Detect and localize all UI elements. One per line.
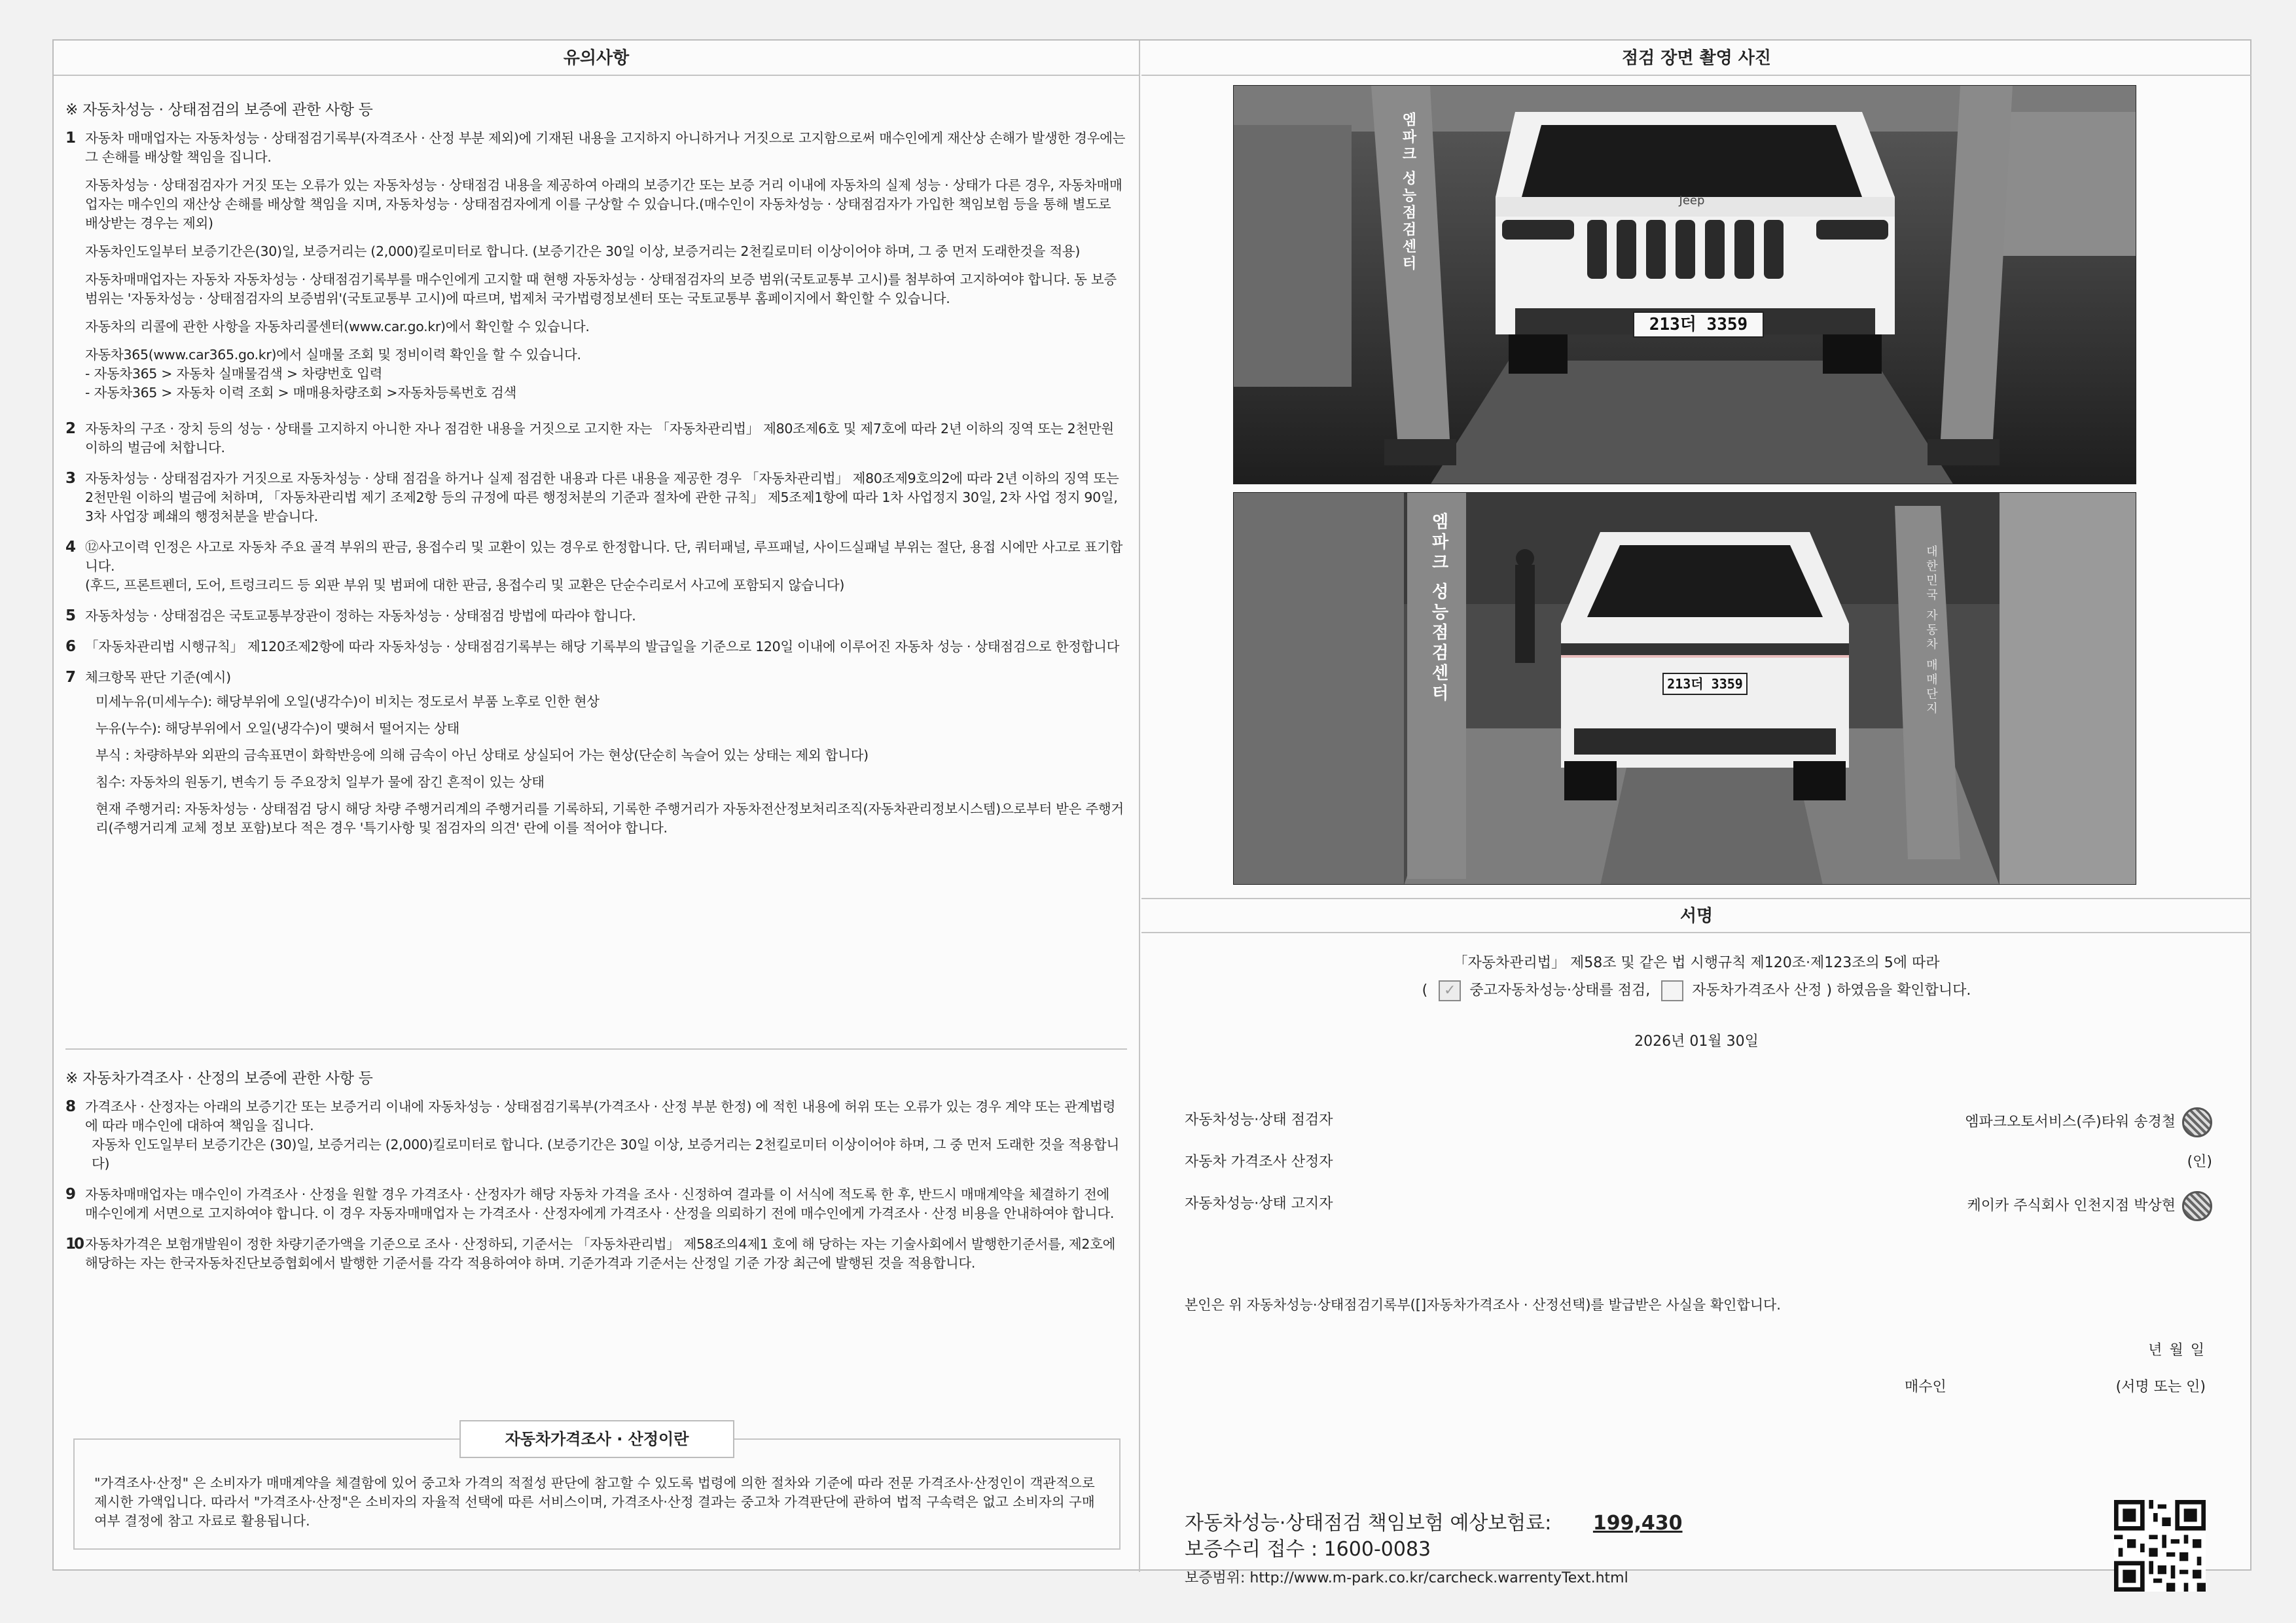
notes-column [54, 41, 1140, 1572]
item-6 [65, 637, 1126, 656]
pillar-sign-rear-left: 엠파크 성능점검센터 [1429, 512, 1448, 705]
item-text: 자동차매매업자는 자동차 자동차성능 · 상태점검기록부를 매수인에게 고지할 때 현행 자동차성능 · 상태점검자의 보증 범위(국토교통부 고시)를 첨부하여 고지하여야 합니다. 동 보증범위는 '자동차성능 · 상태점검자의 보증범위'(국토교통부 고시)에 따르며, 법제처 국가법령정보센터 또는 국토교통부 홈페이지에서 확인할 수 있습니다. [85, 272, 1117, 306]
item-number: 9 [65, 1186, 76, 1203]
notes-header: 유의사항 [54, 41, 1139, 76]
item-text: 자동차매매업자는 매수인이 가격조사 · 산정을 원할 경우 가격조사 · 산정자가 해당 자동차 가격을 조사 · 신정하여 결과를 이 서식에 적도록 한 후, 반드시 매매계약을 체결하기 전에 매수인에게 서면으로 고지하여야 합니다. 이 경우 자동자매매업자 는 가격조사 · 산정자에게 가격조사 · 산정을 의뢰하기 전에 매수인에게 가격조사 · 산정 비용을 안내하여야 합니다. [85, 1186, 1115, 1221]
signature-header: 서명 [1141, 899, 2251, 933]
signature-section [1141, 898, 2251, 1572]
inspection-checkbox[interactable]: ✓ [1439, 980, 1461, 1001]
inspection-photo-front [1233, 85, 2136, 484]
section1 [65, 86, 1126, 849]
item-text: 자동차가격은 보험개발원이 정한 차량기준가액을 기준으로 조사 · 산정하되, 기준서는 「자동차관리법」 제58조의4제1 호에 해 당하는 자는 기술사회에서 발행한기준서를, 제2호에 해당하는 자는 한국자동차진단보증협회에서 발행한 기준서를 각각 적용하여야 하며. 기준가격과 기준서는 산정일 기준 가장 최근에 발행된 것을 적용합니다. [85, 1236, 1116, 1271]
section1-title: ※ 자동차성능 · 상태점검의 보증에 관한 사항 등 [65, 101, 373, 118]
item-5 [65, 607, 1126, 626]
item-text: 현재 주행거리: 자동차성능 · 상태점검 당시 해당 차량 주행거리계의 주행거리를 기록하되, 기록한 주행거리가 자동차전산정보처리조직(자동차관리정보시스템)으로부터 받은 주행거리(주행거리계 교체 정보 포함)보다 적은 경우 '특기사항 및 점검자의 의견' 란에 이를 적어야 합니다. [96, 801, 1124, 836]
section-divider [65, 1048, 1127, 1050]
item-text: 자동차성능 · 상태점검자가 거짓으로 자동차성능 · 상태 점검을 하거나 실제 점검한 내용과 다른 내용을 제공한 경우 「자동차관리법」 제80조제9호의2에 따라 2년 이하의 징역 또는 2천만원 이하의 벌금에 처하며, 「자동차관리법 제기 조제2항 등의 규정에 따른 행정처분의 기준과 절차에 관한 규칙」 제5조제1항에 따라 1차 사업정지 30일, 2차 사업 정지 90일, 3차 사업장 폐쇄의 행정처분을 받습니다. [85, 471, 1119, 524]
item-text: 자동차 인도일부터 보증기간은 (30)일, 보증거리는 (2,000)킬로미터로 합니다. (보증기간은 30일 이상, 보증거리는 2천킬로미터 이상이어야 하며, 그 중 먼저 도래한 것을 적용합니다) [92, 1137, 1120, 1171]
appraiser-label: 자동차 가격조사 산정자 [1185, 1154, 1333, 1170]
item-text: 자동차의 리콜에 관한 사항을 자동차리콜센터(www.car.go.kr)에서 확인할 수 있습니다. [85, 319, 590, 334]
insurance-label: 자동차성능·상태점검 책임보험 예상보험료: [1185, 1512, 1552, 1535]
law-line: 「자동차관리법」 제58조 및 같은 법 시행규칙 제120조·제123조의 5에 따라 [1453, 955, 1940, 971]
item-9 [65, 1185, 1126, 1223]
photo-header: 점검 장면 촬영 사진 [1141, 41, 2251, 76]
item-text: 미세누유(미세누수): 해당부위에 오일(냉각수)이 비치는 정도로서 부품 노후로 인한 현상 [96, 694, 600, 709]
item-10 [65, 1235, 1126, 1273]
insurance-amount: 199,430 [1592, 1512, 1683, 1535]
warranty-scope-link[interactable]: 보증범위: http://www.m-park.co.kr/carcheck.warrentyText.html [1185, 1570, 1628, 1586]
price-appraisal-text: "가격조사·산정" 은 소비자가 매매계약을 체결함에 있어 중고차 가격의 적절성 판단에 참고할 수 있도록 법령에 의한 절차와 기준에 따라 전문 가격조사·산정인이 객관적으로 제시한 가액입니다. 따라서 "가격조사·산정"은 소비자의 자율적 선택에 따른 서비스이며, 가격조사·산정 결과는 중고차 가격판단에 관하여 법적 구속력은 없고 소비자의 구매 여부 결정에 참고 자료로 활용됩니다. [94, 1475, 1095, 1529]
inspector-label: 자동차성능·상태 점검자 [1185, 1112, 1333, 1128]
item-1 [65, 129, 1126, 402]
appraiser-row [1185, 1149, 2212, 1175]
section2-title: ※ 자동차가격조사 · 산정의 보증에 관한 사항 등 [65, 1070, 373, 1087]
item-text: 「자동차관리법 시행규칙」 제120조제2항에 따라 자동차성능 · 상태점검기록부는 해당 기록부의 발급일을 기준으로 120일 이내에 이루어진 자동차 성능 · 상태점검으로 한정합니다 [85, 639, 1120, 654]
item-4 [65, 538, 1126, 595]
item-text: - 자동차365 > 자동차 이력 조회 > 매매용차량조회 >자동차등록번호 검색 [85, 385, 516, 401]
item-number: 3 [65, 470, 76, 487]
item-8 [65, 1097, 1126, 1173]
item-text: ⑫사고이력 인정은 사고로 자동차 주요 골격 부위의 판금, 용접수리 및 교환이 있는 경우로 한정합니다. 단, 쿼터패널, 루프패널, 사이드실패널 부위는 절단, 용접 시에만 사고로 표기합니다. [85, 539, 1123, 574]
ymd-row [1185, 1338, 2212, 1364]
appraiser-seal: (인) [2187, 1154, 2212, 1170]
item-text: (후드, 프론트펜더, 도어, 트렁크리드 등 외판 부위 및 범퍼에 대한 판금, 용접수리 및 교환은 단순수리로서 사고에 포함되지 않습니다) [85, 577, 845, 593]
pillar-sign-front: 엠파크 성능점검센터 [1400, 112, 1416, 273]
sign-date: 2026년 01월 30일 [1634, 1033, 1759, 1050]
insurance-block [1185, 1510, 1683, 1590]
buyer-row [1185, 1374, 2212, 1400]
pillar-sign-rear-right: 대한민국 자동차 매매단지 [1924, 545, 1938, 717]
item-2 [65, 419, 1126, 457]
item-number: 1 [65, 130, 76, 147]
inspector-seal-icon [2182, 1107, 2212, 1137]
item-text: 자동차의 구조 · 장치 등의 성능 · 상태를 고지하지 아니한 자나 점검한 내용을 거짓으로 고지한 자는 「자동차관리법」 제80조제6호 및 제7호에 따라 2년 이하의 징역 또는 2천만원 이하의 벌금에 처합니다. [85, 421, 1114, 455]
item-7 [65, 668, 1126, 838]
item-number: 4 [65, 539, 76, 556]
item-number: 7 [65, 669, 76, 686]
insurance-premium-line [1185, 1510, 1683, 1537]
item-text: - 자동차365 > 자동차 실매물검색 > 차량번호 입력 [85, 366, 383, 382]
price-appraisal-title: 자동차가격조사 · 산정이란 [459, 1420, 734, 1458]
buyer-sign[interactable]: (서명 또는 인) [2115, 1379, 2206, 1395]
notifier-row [1185, 1191, 2212, 1217]
qr-code-icon [2114, 1500, 2206, 1592]
photo-signature-column [1141, 41, 2251, 1586]
license-plate-front: 213더 3359 [1633, 312, 1764, 338]
item-text: 침수: 자동차의 원동기, 변속기 등 주요장치 일부가 물에 잠긴 흔적이 있는 상태 [96, 774, 545, 790]
buyer-confirm-row [1185, 1292, 2212, 1318]
item-text: 체크항목 판단 기준(예시) [85, 669, 231, 685]
item-text: 자동차성능 · 상태점검은 국토교통부장관이 정하는 자동차성능 · 상태점검 방법에 따라야 합니다. [85, 608, 636, 624]
item-text: 자동차365(www.car365.go.kr)에서 실매물 조회 및 정비이력 확인을 할 수 있습니다. [85, 347, 581, 363]
inspector-row [1185, 1107, 2212, 1133]
confirmation-line [1141, 978, 2251, 1004]
notifier-signature [1967, 1191, 2212, 1221]
inspection-option-label: 중고자동차성능·상태를 점검, [1469, 982, 1651, 999]
warranty-repair-phone: 보증수리 접수 : 1600-0083 [1185, 1538, 1431, 1561]
notifier-seal-icon [2182, 1191, 2212, 1221]
item-text: 자동차성능 · 상태점검자가 거짓 또는 오류가 있는 자동차성능 · 상태점검 내용을 제공하여 아래의 보증기간 또는 보증 거리 이내에 자동차의 실제 성능 · 상태가 다른 경우, 자동차매매업자는 매수인의 재산상 손해를 배상할 책임을 지며, 자동차성능 · 상태점검자에게 이를 구상할 수 있습니다.(매수인이 자동차성능 · 상태점검자가 가입한 책임보험 등을 통해 별도로 배상받는 경우는 제외) [85, 177, 1122, 231]
item-number: 8 [65, 1098, 76, 1115]
notifier-name: 케이카 주식회사 인천지점 박상현 [1967, 1198, 2176, 1214]
notifier-label: 자동차성능·상태 고지자 [1185, 1196, 1333, 1212]
buyer-label: 매수인 [1905, 1379, 1946, 1395]
item-number: 10 [65, 1236, 83, 1253]
inspector-signature [1965, 1107, 2212, 1137]
item-number: 6 [65, 638, 76, 655]
item-text: 가격조사 · 산정자는 아래의 보증기간 또는 보증거리 이내에 자동차성능 · 상태점검기록부(가격조사 · 산정 부분 한정) 에 적힌 내용에 허위 또는 오류가 있는 경우 계약 또는 관계법령에 따라 매수인에 대하여 책임을 집니다. [85, 1099, 1116, 1133]
appraisal-option-label: 자동차가격조사 산정 [1692, 982, 1822, 999]
section2 [65, 1055, 1126, 1285]
item-text: 부식 : 차량하부와 외판의 금속표면이 화학반응에 의해 금속이 아닌 상태로 상실되어 가는 현상(단순히 녹슬어 있는 상태는 제외 합니다) [96, 747, 869, 763]
item-text: 자동차 매매업자는 자동차성능 · 상태점검기록부(자격조사 · 산정 부분 제외)에 기재된 내용을 고지하지 아니하거나 거짓으로 고지함으로써 매수인에게 재산상 손해가 발생한 경우에는 그 손해를 배상할 책임을 집니다. [85, 130, 1126, 165]
license-plate-rear: 213더 3359 [1662, 673, 1748, 695]
car-brand-front: Jeep [1679, 194, 1705, 207]
ymd-blank: 년 월 일 [2148, 1342, 2206, 1359]
appraisal-checkbox[interactable] [1661, 980, 1683, 1001]
inspection-photo-rear [1233, 492, 2136, 885]
item-3 [65, 469, 1126, 526]
item-text: 자동차인도일부터 보증기간은(30)일, 보증거리는 (2,000)킬로미터로 합니다. (보증기간은 30일 이상, 보증거리는 2천킬로미터 이상이어야 하며, 그 중 먼저 도래한것을 적용) [85, 243, 1081, 259]
buyer-confirm-text: 본인은 위 자동차성능·상태점검기록부([]자동차가격조사 · 산정선택)를 발급받은 사실을 확인합니다. [1185, 1297, 1781, 1313]
item-number: 2 [65, 420, 76, 437]
bracket-open: ( [1422, 982, 1428, 999]
inspector-name: 엠파크오토서비스(주)타워 송경철 [1965, 1114, 2176, 1130]
document-sheet [52, 39, 2251, 1586]
item-text: 누유(누수): 해당부위에서 오일(냉각수)이 맺혀서 떨어지는 상태 [96, 721, 460, 736]
bracket-close: ) 하였음을 확인합니다. [1826, 982, 1971, 999]
item-number: 5 [65, 607, 76, 624]
